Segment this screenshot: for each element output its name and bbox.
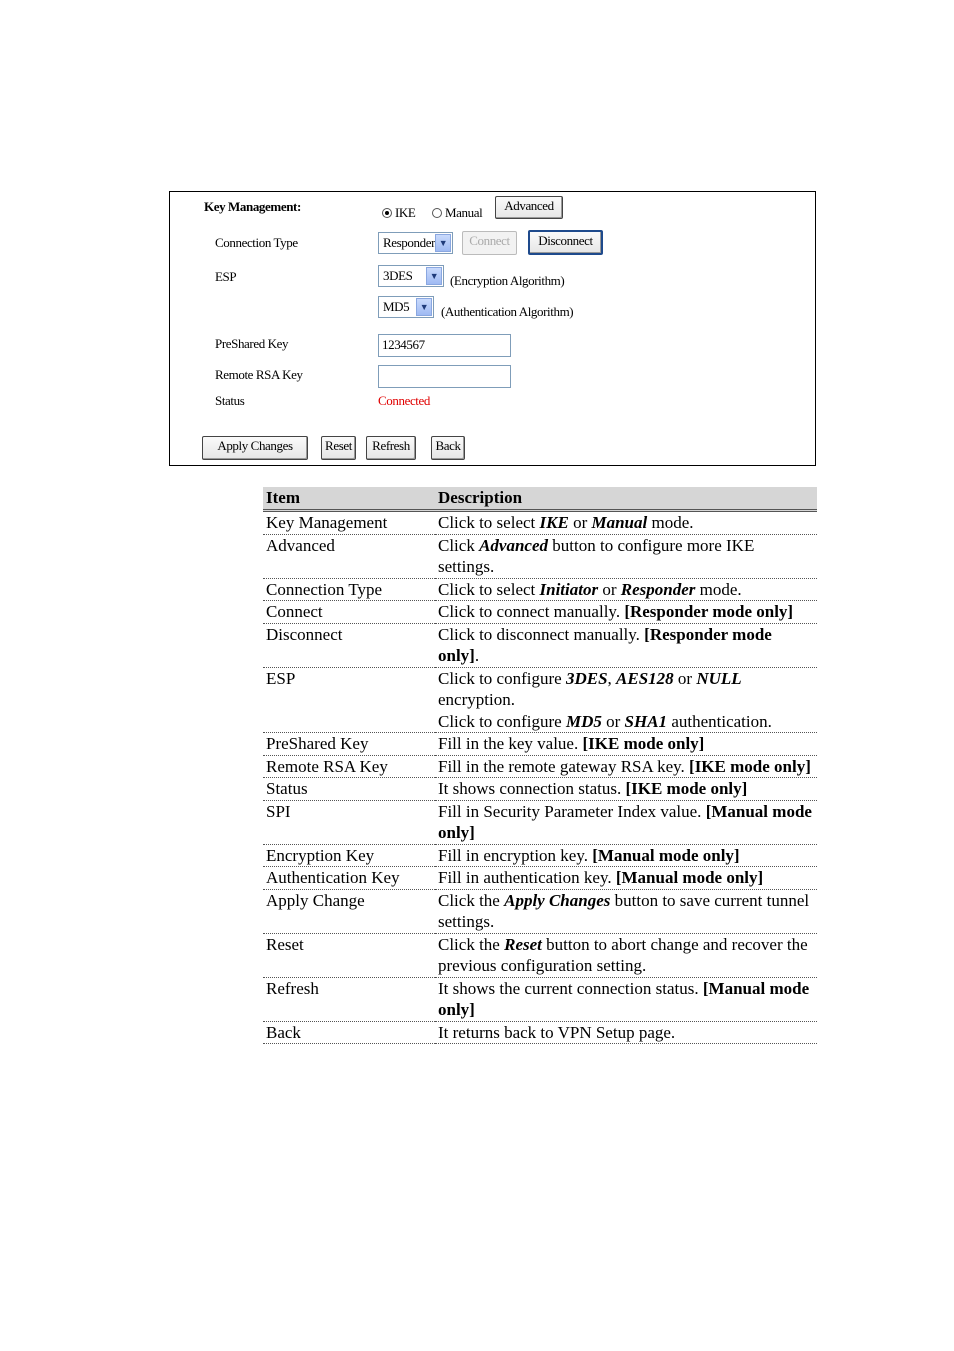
- emphasis-text: [Manual mode only]: [438, 801, 812, 842]
- esp-label: ESP: [215, 269, 237, 284]
- ike-radio-label: IKE: [395, 205, 416, 220]
- description-text: It shows the current connection status.: [438, 978, 703, 998]
- description-text: .: [474, 646, 480, 665]
- item-cell: Key Management: [263, 511, 435, 535]
- description-text: or: [568, 513, 592, 532]
- description-text: Click to connect manually.: [438, 602, 625, 621]
- description-cell: [435, 889, 817, 933]
- description-column-header: Description: [435, 487, 817, 511]
- description-cell: [435, 511, 817, 535]
- table-row: [263, 511, 817, 535]
- emphasis-text: [IKE mode only]: [689, 756, 811, 776]
- item-cell: Authentication Key: [263, 867, 435, 890]
- advanced-button[interactable]: Advanced: [495, 196, 563, 219]
- table-row: [263, 933, 817, 977]
- emphasis-text: Apply Changes: [504, 890, 611, 910]
- chevron-down-icon: ▼: [416, 298, 432, 316]
- item-cell: Remote RSA Key: [263, 755, 435, 778]
- status-value: Connected: [378, 393, 430, 408]
- authentication-value: MD5: [383, 299, 410, 314]
- ike-radio[interactable]: [382, 205, 415, 221]
- key-management-label: Key Management:: [204, 199, 301, 214]
- emphasis-text: 3DES: [565, 668, 608, 688]
- description-text: Click the: [438, 890, 505, 910]
- item-column-header: Item: [263, 487, 435, 511]
- item-cell: Status: [263, 778, 435, 801]
- table-body: [263, 511, 817, 1044]
- emphasis-text: Reset: [504, 934, 542, 954]
- manual-radio[interactable]: [432, 205, 482, 221]
- manual-radio-label: Manual: [445, 205, 483, 220]
- item-cell: Disconnect: [263, 623, 435, 667]
- emphasis-text: [Responder mode only]: [624, 602, 794, 621]
- emphasis-text: Advanced: [479, 535, 549, 555]
- reset-button[interactable]: Reset: [321, 436, 356, 460]
- emphasis-text: SHA1: [624, 711, 668, 731]
- emphasis-text: [IKE mode only]: [625, 779, 748, 798]
- description-text: It shows connection status.: [438, 779, 626, 798]
- description-cell: [435, 1021, 817, 1044]
- connection-type-label: Connection Type: [215, 235, 298, 250]
- description-cell: [435, 844, 817, 867]
- item-cell: PreShared Key: [263, 733, 435, 756]
- description-text: Click to select: [438, 579, 540, 599]
- description-cell: [435, 601, 817, 624]
- table-row: [263, 867, 817, 890]
- description-text: It returns back to VPN Setup page.: [438, 1022, 676, 1042]
- description-text: Click: [438, 535, 480, 555]
- description-cell: [435, 867, 817, 890]
- table-row: [263, 578, 817, 601]
- description-text: or: [598, 579, 621, 599]
- description-text: Click to configure: [438, 668, 566, 688]
- emphasis-text: Manual: [591, 513, 648, 532]
- item-cell: Advanced: [263, 534, 435, 578]
- emphasis-text: [Responder mode only]: [438, 624, 772, 665]
- description-text: encryption.: [438, 690, 515, 709]
- description-text: Fill in the remote gateway RSA key.: [438, 756, 690, 776]
- vpn-ike-settings-screenshot: [169, 191, 816, 466]
- emphasis-text: [Manual mode only]: [592, 845, 740, 865]
- description-cell: [435, 578, 817, 601]
- table-row: [263, 534, 817, 578]
- description-text: Fill in Security Parameter Index value.: [438, 801, 706, 821]
- description-cell: [435, 534, 817, 578]
- table-row: [263, 755, 817, 778]
- remote-rsa-key-label: Remote RSA Key: [215, 367, 303, 382]
- description-text: button to save current tunnel settings.: [438, 890, 810, 931]
- description-text: mode.: [695, 579, 742, 599]
- description-text: Fill in authentication key.: [438, 868, 616, 887]
- table-row: [263, 667, 817, 733]
- emphasis-text: NULL: [696, 668, 742, 688]
- description-text: mode.: [647, 513, 694, 532]
- table-row: [263, 601, 817, 624]
- table-header-row: [263, 487, 817, 511]
- disconnect-button[interactable]: Disconnect: [528, 230, 603, 255]
- description-text: button to configure more IKE settings.: [438, 535, 755, 576]
- item-cell: Refresh: [263, 977, 435, 1021]
- item-cell: Reset: [263, 933, 435, 977]
- radio-unselected-icon: [432, 208, 442, 218]
- item-cell: Encryption Key: [263, 844, 435, 867]
- emphasis-text: [Manual mode only]: [438, 978, 810, 1019]
- emphasis-text: AES128: [616, 668, 674, 688]
- table-row: [263, 800, 817, 844]
- status-label: Status: [215, 393, 245, 408]
- preshared-key-label: PreShared Key: [215, 336, 289, 351]
- description-cell: [435, 755, 817, 778]
- table-row: [263, 844, 817, 867]
- authentication-select[interactable]: [378, 296, 434, 318]
- description-text: Click to configure: [438, 711, 566, 731]
- item-cell: Apply Change: [263, 889, 435, 933]
- encryption-note: (Encryption Algorithm): [450, 273, 565, 288]
- item-cell: SPI: [263, 800, 435, 844]
- table-row: [263, 623, 817, 667]
- table-row: [263, 889, 817, 933]
- description-text: or: [601, 711, 625, 731]
- item-cell: ESP: [263, 667, 435, 733]
- remote-rsa-key-input[interactable]: [378, 365, 511, 388]
- chevron-down-icon: ▼: [426, 267, 442, 285]
- table-row: [263, 977, 817, 1021]
- emphasis-text: MD5: [565, 711, 602, 731]
- radio-selected-icon: [382, 208, 392, 218]
- table-row: [263, 778, 817, 801]
- authentication-note: (Authentication Algorithm): [441, 304, 574, 319]
- description-cell: [435, 778, 817, 801]
- refresh-button[interactable]: Refresh: [366, 436, 416, 460]
- description-text: Click to disconnect manually.: [438, 624, 645, 644]
- item-description-table: [263, 487, 817, 1044]
- connection-type-value: Responder: [383, 235, 435, 250]
- description-cell: [435, 667, 817, 733]
- item-cell: Connect: [263, 601, 435, 624]
- description-text: Click to select: [438, 513, 540, 532]
- description-cell: [435, 733, 817, 756]
- connect-button[interactable]: Connect: [462, 231, 517, 255]
- encryption-select[interactable]: [378, 265, 444, 287]
- apply-changes-button[interactable]: Apply Changes: [202, 436, 308, 460]
- table-row: [263, 1021, 817, 1044]
- description-cell: [435, 977, 817, 1021]
- preshared-key-input[interactable]: 1234567: [378, 334, 511, 357]
- emphasis-text: [IKE mode only]: [582, 734, 705, 753]
- description-text: ,: [607, 668, 617, 688]
- emphasis-text: Initiator: [539, 579, 599, 599]
- description-text: Click the: [438, 934, 505, 954]
- item-cell: Connection Type: [263, 578, 435, 601]
- description-text: authentication.: [667, 711, 772, 731]
- table-row: [263, 733, 817, 756]
- description-text: Fill in the key value.: [438, 734, 583, 753]
- description-cell: [435, 623, 817, 667]
- description-text: button to abort change and recover the previous configuration setting.: [438, 934, 808, 975]
- description-text: Fill in encryption key.: [438, 845, 593, 865]
- description-cell: [435, 800, 817, 844]
- emphasis-text: IKE: [539, 513, 569, 532]
- emphasis-text: [Manual mode only]: [615, 868, 764, 887]
- back-button[interactable]: Back: [431, 436, 465, 460]
- description-cell: [435, 933, 817, 977]
- chevron-down-icon: ▼: [435, 234, 451, 252]
- encryption-value: 3DES: [383, 268, 413, 283]
- connection-type-select[interactable]: [378, 232, 453, 254]
- item-cell: Back: [263, 1021, 435, 1044]
- emphasis-text: Responder: [620, 579, 696, 599]
- description-text: or: [673, 668, 697, 688]
